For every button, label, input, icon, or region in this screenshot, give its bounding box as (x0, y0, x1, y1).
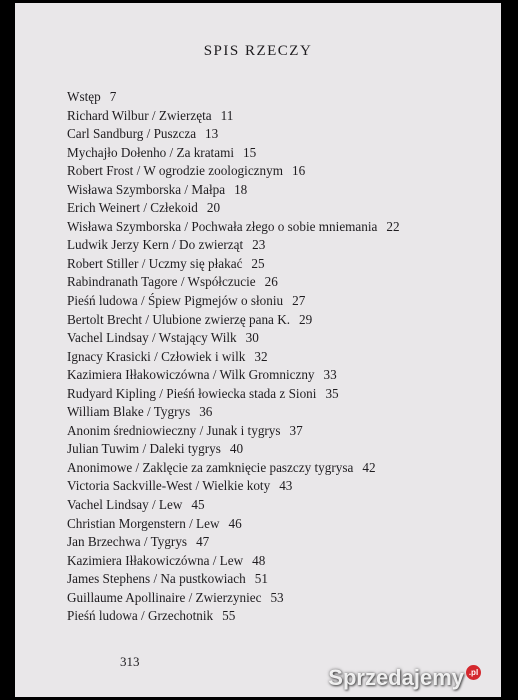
toc-entry-page: 22 (386, 218, 400, 234)
toc-entry-page: 30 (245, 330, 259, 346)
toc-entry-title: James Stephens / Na pustkowiach (67, 571, 246, 587)
toc-entry-page: 33 (323, 367, 337, 383)
toc-entry-page: 35 (325, 385, 339, 401)
toc-entry (67, 88, 487, 107)
toc-entry (67, 366, 487, 385)
toc-entry-title: Bertolt Brecht / Ulubione zwierzę pana K. (67, 311, 291, 327)
toc-entry (67, 496, 487, 515)
toc-entry-title: Wstęp (67, 89, 101, 104)
toc-entry-title: Carl Sandburg / Puszcza (67, 126, 197, 142)
toc-entry-title: Pieśń ludowa / Śpiew Pigmejów o słoniu (67, 293, 284, 309)
watermark-text: Sprzedajemy (328, 665, 464, 690)
toc-entry-page: 36 (199, 404, 213, 420)
toc-entry (67, 440, 487, 459)
toc-entry-title: Rabindranath Tagore / Współczucie (67, 274, 256, 290)
toc-entry (67, 607, 487, 626)
toc-entry-page: 23 (252, 237, 266, 253)
toc-entry-title: Ignacy Krasicki / Człowiek i wilk (67, 348, 246, 364)
toc-entry-title: Rudyard Kipling / Pieśń łowiecka stada z Sioni (67, 385, 317, 401)
toc-entry (67, 199, 487, 218)
toc-entry-title: Pieśń ludowa / Grzechotnik (67, 608, 214, 624)
toc-entry (67, 533, 487, 552)
toc-entry (67, 329, 487, 348)
toc-entry (67, 292, 487, 311)
toc-entry (67, 385, 487, 404)
toc-entry (67, 181, 487, 200)
toc-entry-title: Vachel Lindsay / Lew (67, 497, 183, 513)
toc-entry (67, 552, 487, 571)
toc-entry (67, 144, 487, 163)
toc-entry-title: Kazimiera Iłłakowiczówna / Lew (67, 552, 244, 568)
toc-entry-page: 46 (228, 515, 242, 531)
toc-entry-title: Vachel Lindsay / Wstający Wilk (67, 330, 237, 346)
toc-entry (67, 218, 487, 237)
toc-entry-title: Ludwik Jerzy Kern / Do zwierząt (67, 237, 244, 253)
toc-entry-title: Victoria Sackville-West / Wielkie koty (67, 478, 271, 494)
toc-entry (67, 107, 487, 126)
toc-entry-title: Kazimiera Iłłakowiczówna / Wilk Gromniczny (67, 367, 315, 383)
toc-entry-page: 45 (191, 497, 205, 513)
toc-entry-page: 48 (252, 552, 266, 568)
toc-entry-page: 43 (279, 478, 293, 494)
watermark-logo (328, 665, 481, 691)
toc-entry-page: 40 (229, 441, 244, 457)
toc-entry-page: 18 (234, 181, 248, 197)
toc-entry (67, 570, 487, 589)
toc-entry-title: Robert Stiller / Uczmy się płakać (67, 255, 243, 271)
toc-entry-title: Erich Weinert / Człekoid (67, 200, 198, 216)
toc-entry-title: Wisława Szymborska / Małpa (67, 181, 226, 197)
book-page (15, 3, 501, 697)
toc-entry (67, 589, 487, 608)
toc-entry-title: Julian Tuwim / Daleki tygrys (67, 441, 221, 457)
toc-entry-title: Wisława Szymborska / Pochwała złego o sobie mniemania (67, 218, 378, 234)
toc-entry-title: Richard Wilbur / Zwierzęta (67, 107, 212, 123)
toc-entry (67, 348, 487, 367)
toc-entry-page: 25 (251, 255, 265, 271)
toc-entry (67, 422, 487, 441)
toc-entry-title: William Blake / Tygrys (67, 404, 191, 420)
toc-entry-title: Anonim średniowieczny / Junak i tygrys (67, 422, 281, 438)
toc-entry-page: 32 (254, 348, 268, 364)
page-heading: SPIS RZECZY (203, 43, 313, 59)
toc-entry-title: Robert Frost / W ogrodzie zoologicznym (67, 163, 283, 179)
toc-entry-page: 55 (222, 608, 236, 624)
toc-entry (67, 162, 487, 181)
toc-entry-page: 42 (362, 459, 376, 475)
toc-entry-title: Mychajło Dołenho / Za kratami (67, 144, 234, 160)
toc-entry-title: Jan Brzechwa / Tygrys (67, 534, 188, 550)
toc-entry-page: 7 (109, 89, 117, 104)
toc-entry (67, 515, 487, 534)
toc-entry-page: 53 (270, 589, 284, 605)
toc-entry-page: 51 (254, 571, 268, 587)
toc-entry (67, 125, 487, 144)
toc-entry (67, 311, 487, 330)
toc-entry-page: 13 (205, 126, 219, 142)
toc-entry-title: Guillaume Apollinaire / Zwierzyniec (67, 589, 262, 605)
table-of-contents (67, 88, 487, 626)
toc-entry-title: Anonimowe / Zaklęcie za zamknięcie paszczy tygrysa (67, 459, 354, 475)
toc-entry (67, 273, 487, 292)
toc-entry-page: 20 (206, 200, 221, 216)
toc-entry-page: 16 (291, 163, 306, 179)
toc-entry-page: 26 (264, 274, 278, 290)
watermark-badge-icon: .pl (466, 665, 481, 680)
toc-entry (67, 459, 487, 478)
toc-entry-page: 29 (299, 311, 313, 327)
toc-entry-page: 15 (243, 144, 257, 160)
toc-entry (67, 255, 487, 274)
toc-entry (67, 403, 487, 422)
toc-entry-title: Christian Morgenstern / Lew (67, 515, 220, 531)
toc-entry-page: 47 (196, 534, 210, 550)
toc-entry-page: 11 (220, 107, 234, 123)
toc-entry-page: 27 (292, 293, 306, 309)
toc-entry (67, 236, 487, 255)
toc-entry (67, 477, 487, 496)
toc-entry-page: 37 (289, 422, 303, 438)
page-number: 313 (120, 654, 140, 669)
